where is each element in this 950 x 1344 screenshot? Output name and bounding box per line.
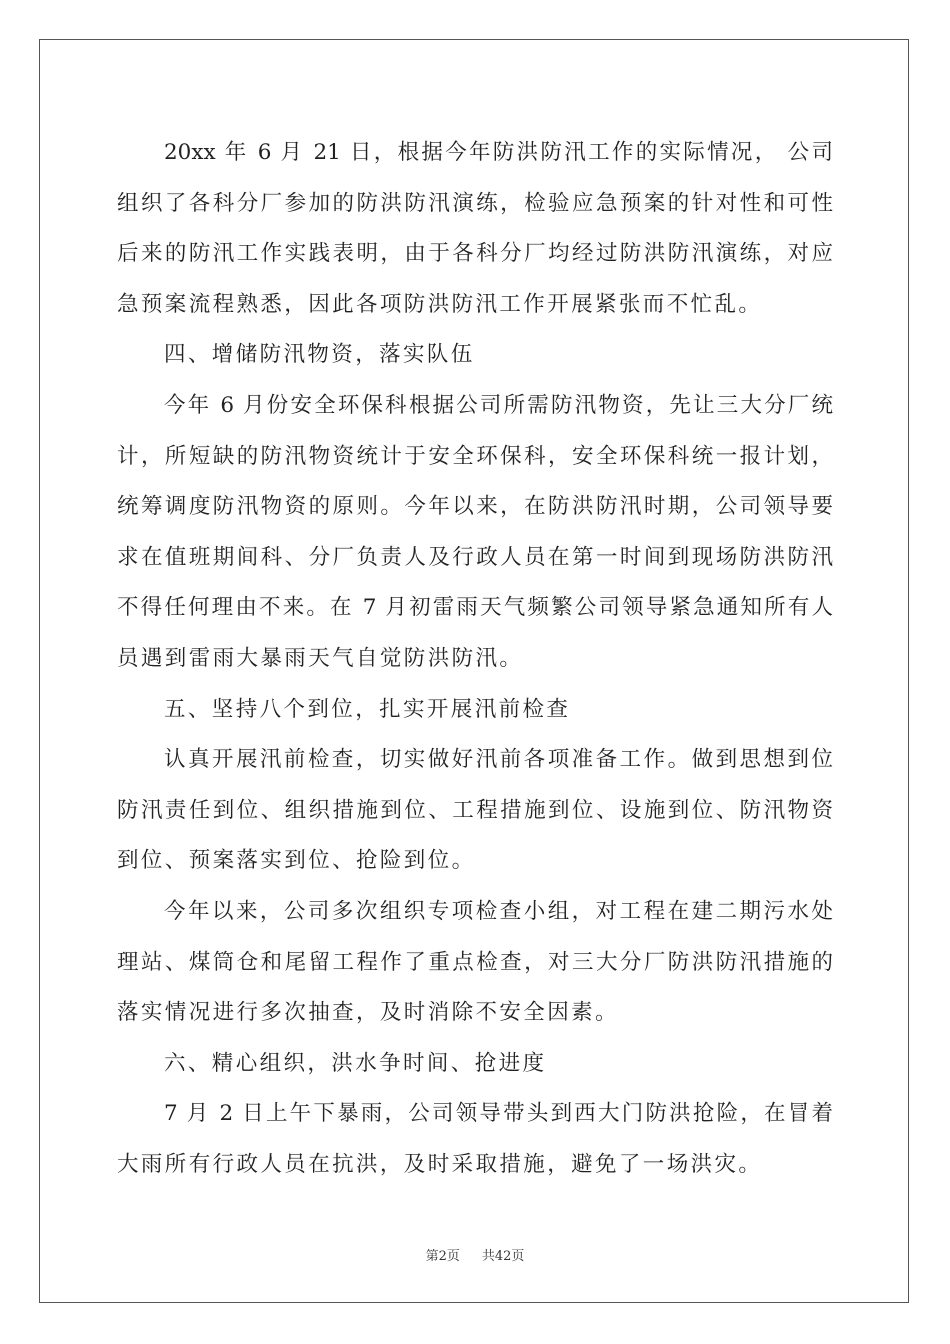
- text-line: 六、精心组织，洪水争时间、抢进度: [164, 1050, 547, 1076]
- document-body: [117, 128, 833, 1190]
- text-line: 20xx 年 6 月 21 日，根据今年防洪防汛工作的实际情况， 公司: [164, 140, 833, 165]
- text-line: 防汛责任到位、组织措施到位、工程措施到位、设施到位、防汛物资: [117, 797, 833, 823]
- text-line: 计，所短缺的防汛物资统计于安全环保科，安全环保科统一报计划，: [117, 443, 833, 469]
- text-line: 统筹调度防汛物资的原则。今年以来，在防洪防汛时期，公司领导要: [117, 494, 833, 520]
- text-line: 组织了各科分厂参加的防洪防汛演练，检验应急预案的针对性和可性: [117, 190, 833, 216]
- text-line: 员遇到雷雨大暴雨天气自觉防洪防汛。: [117, 645, 524, 671]
- text-line: 到位、预案落实到位、抢险到位。: [117, 848, 476, 874]
- text-line: 落实情况进行多次抽查，及时消除不安全因素。: [117, 1000, 619, 1026]
- text-line: 理站、煤筒仓和尾留工程作了重点检查，对三大分厂防洪防汛措施的: [117, 949, 833, 975]
- page-total: 共42页: [481, 1249, 525, 1264]
- page-footer: [0, 1245, 950, 1264]
- text-line: 急预案流程熟悉，因此各项防洪防汛工作开展紧张而不忙乱。: [117, 291, 763, 317]
- text-line: 大雨所有行政人员在抗洪，及时采取措施，避免了一场洪灾。: [117, 1151, 763, 1177]
- text-line: 今年以来，公司多次组织专项检查小组，对工程在建二期污水处: [164, 898, 833, 924]
- text-line: 四、增储防汛物资，落实队伍: [164, 342, 475, 368]
- text-line: 后来的防汛工作实践表明，由于各科分厂均经过防洪防汛演练，对应: [117, 241, 833, 267]
- text-line: 7 月 2 日上午下暴雨，公司领导带头到西大门防洪抢险，在冒着: [164, 1101, 833, 1127]
- text-line: 求在值班期间科、分厂负责人及行政人员在第一时间到现场防洪防汛: [117, 544, 833, 570]
- text-line: 五、坚持八个到位，扎实开展汛前检查: [164, 696, 571, 722]
- text-line: 今年 6 月份安全环保科根据公司所需防汛物资，先让三大分厂统: [164, 392, 833, 418]
- text-line: 认真开展汛前检查，切实做好汛前各项准备工作。做到思想到位: [164, 747, 833, 773]
- page-number: 第2页: [425, 1249, 460, 1264]
- text-line: 不得任何理由不来。在 7 月初雷雨天气频繁公司领导紧急通知所有人: [117, 595, 833, 621]
